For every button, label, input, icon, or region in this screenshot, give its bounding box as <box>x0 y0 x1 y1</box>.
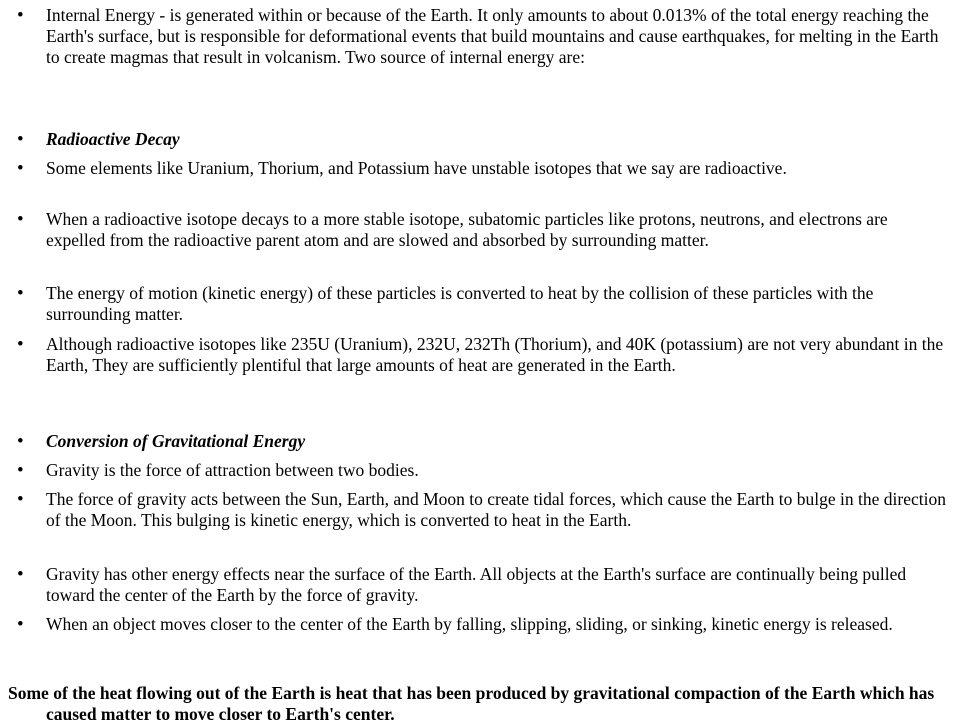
bullet-symbol: • <box>17 158 24 179</box>
bullet-text: Some elements like Uranium, Thorium, and Potassium have unstable isotopes that we say are radioactive. <box>46 158 787 178</box>
bullet-symbol: • <box>17 283 24 304</box>
footer-summary: Some of the heat flowing out of the Earth is heat that has been produced by gravitational compaction of the Earth which has caused matter to move closer to Earth's center. <box>8 682 935 724</box>
bullet-symbol: • <box>17 334 24 355</box>
bullet-text: Gravity is the force of attraction between two bodies. <box>46 460 419 480</box>
bullet-symbol: • <box>17 129 24 150</box>
bullet-symbol: • <box>17 489 24 510</box>
section-heading: Radioactive Decay <box>46 129 180 149</box>
bullet-symbol: • <box>17 460 24 481</box>
bullet-text: Gravity has other energy effects near the surface of the Earth. All objects at the Earth's surface are continually being pulled toward the center of the Earth by the force of gravity. <box>46 564 907 605</box>
bullet-symbol: • <box>17 564 24 585</box>
bullet-symbol: • <box>17 209 24 230</box>
bullet-text: When a radioactive isotope decays to a more stable isotope, subatomic particles like protons, neutrons, and electrons are expelled from the radioactive parent atom and are slowed and absorbed by surrounding matter. <box>46 209 888 250</box>
bullet-symbol: • <box>17 5 24 26</box>
bullet-text: The energy of motion (kinetic energy) of these particles is converted to heat by the collision of these particles with the surrounding matter. <box>46 283 874 324</box>
bullet-text: The force of gravity acts between the Sun, Earth, and Moon to create tidal forces, which cause the Earth to bulge in the direction of the Moon. This bulging is kinetic energy, which is converted to heat in the Earth. <box>46 489 946 530</box>
bullet-text: When an object moves closer to the center of the Earth by falling, slipping, sliding, or sinking, kinetic energy is released. <box>46 614 893 634</box>
bullet-symbol: • <box>17 431 24 452</box>
bullet-symbol: • <box>17 614 24 635</box>
bullet-text: Although radioactive isotopes like 235U (Uranium), 232U, 232Th (Thorium), and 40K (potassium) are not very abundant in the Earth, They are sufficiently plentiful that large amounts of heat are generated in the Earth. <box>46 334 944 375</box>
bullet-text: Internal Energy - is generated within or because of the Earth. It only amounts to about 0.013% of the total energy reaching the Earth's surface, but is responsible for deformational events that build mountains and cause earthquakes, for melting in the Earth to create magmas that result in volcanism. Two source of internal energy are: <box>46 5 939 67</box>
section-heading: Conversion of Gravitational Energy <box>46 431 306 451</box>
